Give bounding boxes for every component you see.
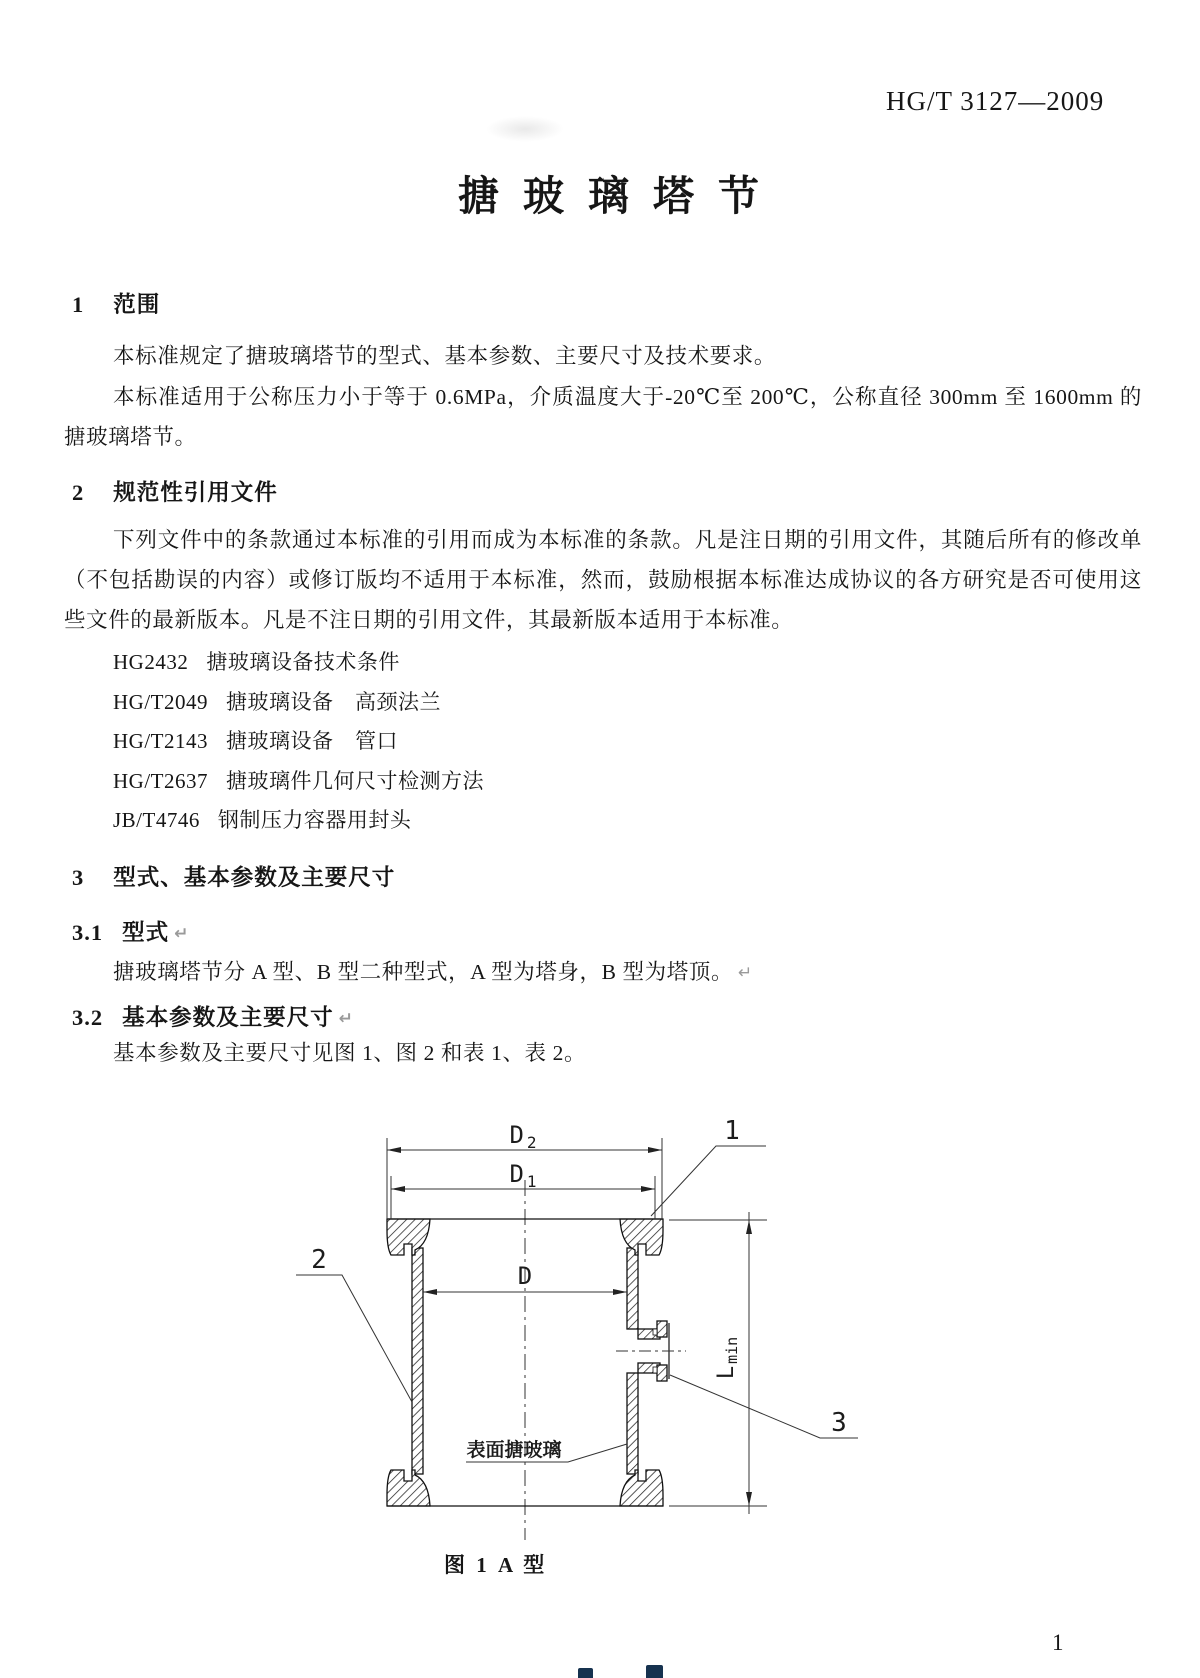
nozzle-upper-lip [657, 1321, 667, 1337]
section-2-number: 2 [72, 480, 85, 505]
bottom-flange-right [620, 1470, 663, 1506]
section-2-title: 规范性引用文件 [113, 480, 278, 505]
figure-1-drawing [280, 1040, 860, 1560]
section-3-1-paragraph [113, 952, 753, 993]
reference-code: HG/T2049 [113, 689, 208, 714]
reference-title: 搪玻璃设备技术条件 [206, 650, 400, 674]
section-1-paragraph-1: 本标准规定了搪玻璃塔节的型式、基本参数、主要尺寸及技术要求。 [113, 344, 777, 368]
nozzle-lower-lip [657, 1365, 667, 1381]
section-1-heading [72, 287, 160, 319]
section-1-paragraph-2: 本标准适用于公称压力小于等于 0.6MPa，介质温度大于-20℃至 200℃，公称直径 300mm 至 1600mm 的搪玻璃塔节。 [64, 385, 1142, 449]
reference-code: HG/T2143 [113, 729, 208, 753]
scan-smudge [486, 116, 564, 142]
section-2-paragraph-1: 下列文件中的条款通过本标准的引用而成为本标准的条款。凡是注日期的引用文件，其随后所有的修改单（不包括勘误的内容）或修订版均不适用于本标准，然而，鼓励根据本标准达成协议的各方研究是否可使用这些文件的最新版本。凡是不注日期的引用文件，其最新版本适用于本标准。 [64, 528, 1142, 632]
document-title: 搪玻璃塔节 [458, 173, 783, 219]
callout-3-label: 3 [831, 1408, 847, 1438]
reference-code: JB/T4746 [113, 808, 200, 832]
reference-item [113, 722, 484, 762]
dimension-d2 [387, 1138, 662, 1219]
bottom-flange-left [387, 1470, 430, 1506]
label-lmin: Lmin [714, 1336, 741, 1380]
arrowhead [648, 1147, 662, 1153]
section-1-number: 1 [72, 292, 85, 317]
arrowhead [423, 1289, 437, 1295]
return-mark: ↵ [738, 963, 753, 983]
section-3-title: 型式、基本参数及主要尺寸 [113, 865, 396, 890]
label-d: D [517, 1262, 533, 1290]
section-3-2-heading [72, 1000, 354, 1032]
nozzle-lower-groove [653, 1367, 657, 1373]
arrowhead [391, 1186, 405, 1192]
callout-2-label: 2 [311, 1245, 327, 1275]
reference-title: 搪玻璃设备 高颈法兰 [226, 689, 441, 714]
section-2-heading [72, 475, 278, 507]
label-d1: D $_1$ [509, 1160, 537, 1191]
left-wall [412, 1248, 423, 1474]
arrowhead [387, 1147, 401, 1153]
callout-2-leader [296, 1275, 412, 1402]
reference-title: 钢制压力容器用封头 [217, 808, 412, 832]
reference-item [113, 801, 484, 841]
reference-title: 搪玻璃设备 管口 [226, 729, 398, 753]
section-3-2-paragraph: 基本参数及主要尺寸见图 1、图 2 和表 1、表 2。 [113, 1041, 587, 1065]
nozzle-upper-groove [653, 1329, 657, 1335]
label-d2: D $_2$ [509, 1121, 537, 1152]
reference-code: HG2432 [113, 650, 189, 674]
arrowhead [746, 1492, 752, 1506]
arrowhead [641, 1186, 655, 1192]
scan-artifact [578, 1668, 593, 1678]
section-3-heading [72, 860, 395, 892]
section-3-number: 3 [72, 865, 85, 890]
section-3-1-text: 搪玻璃塔节分 A 型、B 型二种型式，A 型为塔身，B 型为塔顶。 [113, 960, 734, 984]
section-3-2-title: 基本参数及主要尺寸 [122, 1005, 334, 1030]
reference-item [113, 643, 484, 683]
figure-1-caption: 图 1 A 型 [444, 1553, 548, 1577]
section-3-1-title: 型式 [122, 920, 170, 945]
return-mark: ↵ [338, 1009, 354, 1029]
scan-artifact [646, 1665, 663, 1678]
reference-title: 搪玻璃件几何尺寸检测方法 [226, 768, 484, 793]
surface-note-label: 表面搪玻璃 [466, 1440, 562, 1461]
arrowhead [746, 1220, 752, 1234]
standard-code: HG/T 3127—2009 [886, 86, 1105, 116]
section-3-2-number: 3.2 [72, 1005, 104, 1030]
section-3-1-heading [72, 915, 189, 947]
arrowhead [613, 1289, 627, 1295]
section-1-title: 范围 [113, 292, 161, 317]
dimension-lmin [669, 1212, 767, 1514]
right-wall-lower [627, 1373, 638, 1474]
callout-1-leader [651, 1146, 766, 1216]
reference-item [113, 683, 484, 723]
right-wall-upper [627, 1248, 638, 1329]
section-3-1-number: 3.1 [72, 920, 104, 945]
page-number: 1 [1052, 1630, 1064, 1655]
reference-code: HG/T2637 [113, 768, 208, 793]
callout-3-leader [670, 1375, 858, 1438]
return-mark: ↵ [174, 924, 190, 944]
reference-list [113, 643, 484, 841]
callout-1-label: 1 [724, 1116, 740, 1146]
reference-item [113, 762, 484, 802]
